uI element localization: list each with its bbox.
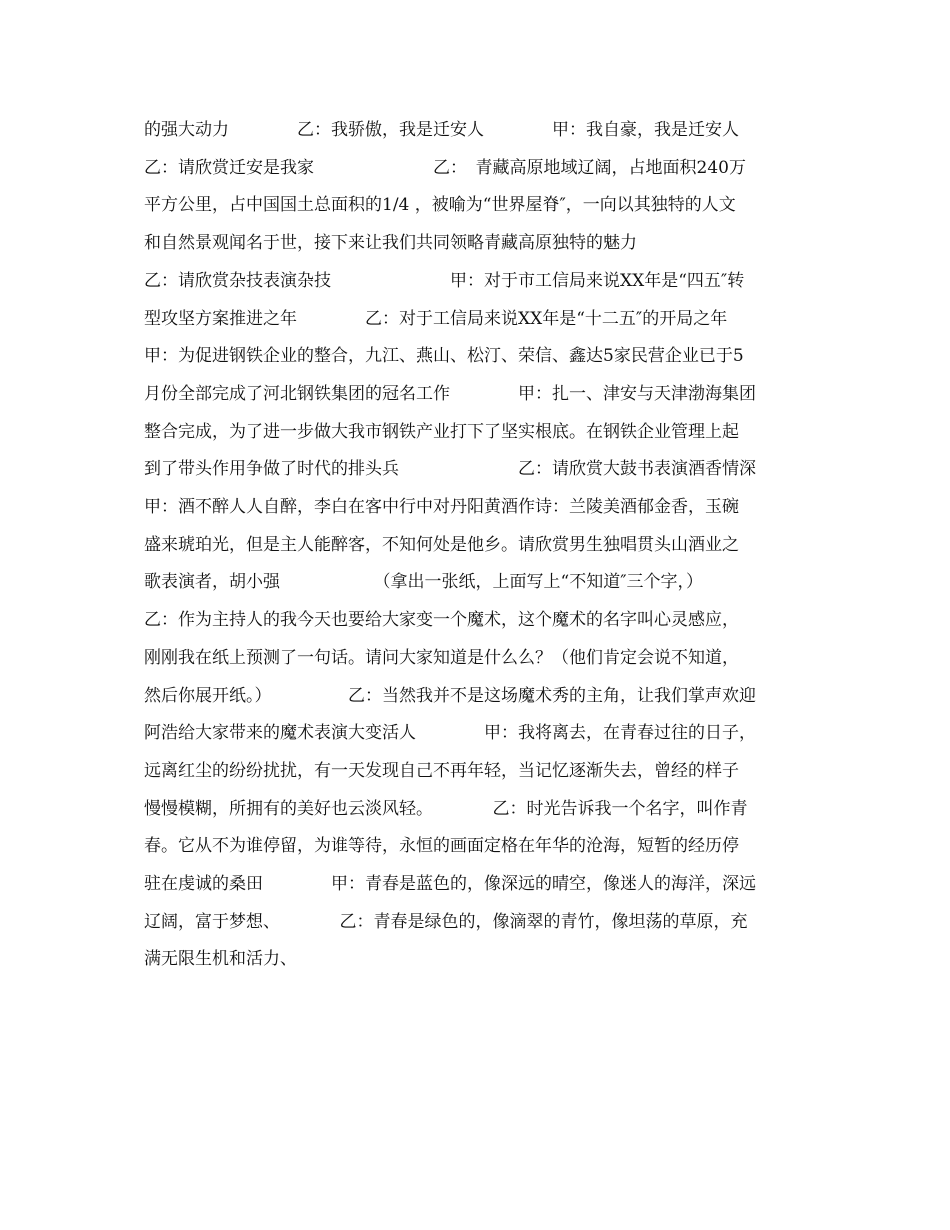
text-line-4: 和自然景观闻名于世，接下来让我们共同领略青藏高原独特的魅力 xyxy=(144,233,637,254)
text-line-18: 远离红尘的纷纷扰扰，有一天发现自己不再年轻，当记忆逐渐失去，曾经的样子 xyxy=(144,760,739,781)
text-line-23: 满无限生机和活力、 xyxy=(144,949,297,970)
text-line-5: 乙：请欣赏杂技表演杂技 甲：对于市工信局来说XX年是“四五″转 xyxy=(144,270,745,291)
text-line-8: 月份全部完成了河北钢铁集团的冠名工作 甲：扎一、津安与天津渤海集团 xyxy=(144,383,756,404)
text-line-16: 然后你展开纸。） 乙：当然我并不是这场魔术秀的主角，让我们掌声欢迎 xyxy=(144,685,756,706)
text-line-13: 歌表演者，胡小强 （拿出一张纸，上面写上“不知道″三个字，） xyxy=(144,572,704,593)
text-line-21: 驻在虔诚的桑田 甲：青春是蓝色的，像深远的晴空，像迷人的海洋，深远 xyxy=(144,874,756,895)
text-line-2: 乙：请欣赏迁安是我家 乙： 青藏高原地域辽阔，占地面积240万 xyxy=(144,157,746,178)
text-line-3: 平方公里，占中国国土总面积的1/4 ，被喻为“世界屋脊″，一向以其独特的人文 xyxy=(144,195,736,216)
text-line-10: 到了带头作用争做了时代的排头兵 乙：请欣赏大鼓书表演酒香情深 xyxy=(144,459,756,480)
text-line-14: 乙：作为主持人的我今天也要给大家变一个魔术，这个魔术的名字叫心灵感应， xyxy=(144,610,739,631)
text-line-12: 盛来琥珀光，但是主人能醉客，不知何处是他乡。请欣赏男生独唱贯头山酒业之 xyxy=(144,534,739,555)
text-line-22: 辽阔，富于梦想、 乙：青春是绿色的，像滴翠的青竹，像坦荡的草原，充 xyxy=(144,911,748,932)
text-line-20: 春。它从不为谁停留，为谁等待，永恒的画面定格在年华的沧海，短暂的经历停 xyxy=(144,836,739,857)
document-body xyxy=(144,112,808,979)
text-line-7: 甲：为促进钢铁企业的整合，九江、燕山、松汀、荣信、鑫达5家民营企业已于5 xyxy=(144,346,744,367)
text-line-6: 型攻坚方案推进之年 乙：对于工信局来说XX年是“十二五″的开局之年 xyxy=(144,308,728,329)
text-line-9: 整合完成，为了进一步做大我市钢铁产业打下了坚实根底。在钢铁企业管理上起 xyxy=(144,421,739,442)
text-line-11: 甲：酒不醉人人自醉，李白在客中行中对丹阳黄酒作诗：兰陵美酒郁金香，玉碗 xyxy=(144,497,739,518)
text-line-1: 的强大动力 乙：我骄傲，我是迁安人 甲：我自豪，我是迁安人 xyxy=(144,120,739,140)
text-line-15: 刚刚我在纸上预测了一句话。请问大家知道是什么么？（他们肯定会说不知道， xyxy=(144,647,739,668)
text-line-17: 阿浩给大家带来的魔术表演大变活人 甲：我将离去，在青春过往的日子， xyxy=(144,723,756,744)
text-line-19: 慢慢模糊，所拥有的美好也云淡风轻。 乙：时光告诉我一个名字，叫作青 xyxy=(144,798,748,819)
